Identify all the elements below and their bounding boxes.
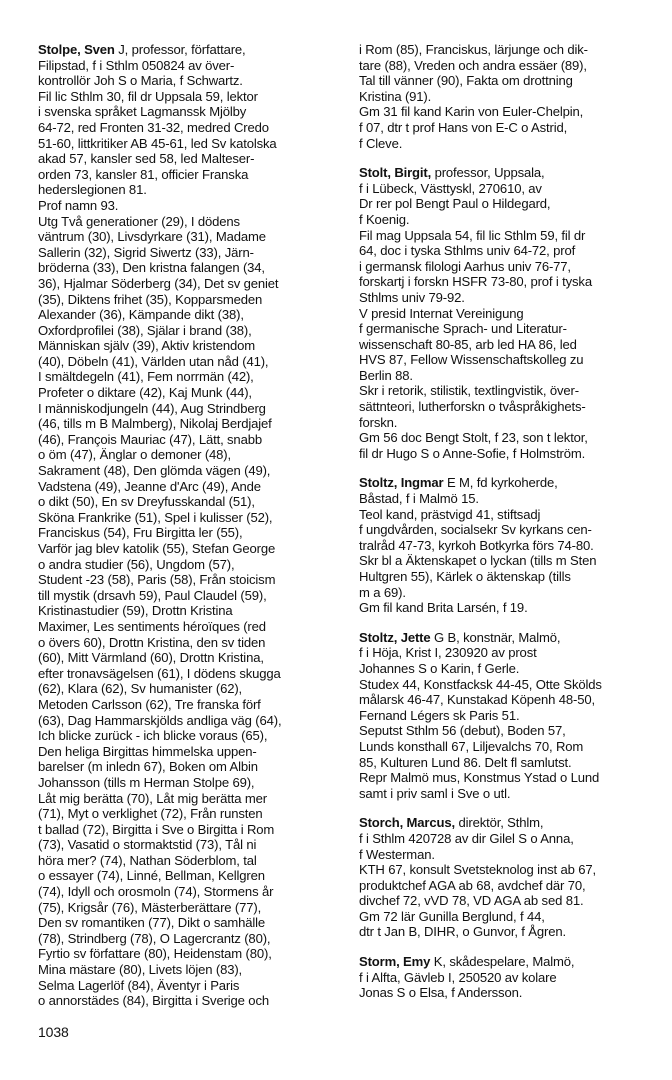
biography-entry bbox=[38, 42, 338, 1009]
entry-line bbox=[38, 136, 338, 152]
entry-text: akad 57, kansler sed 58, led Malteser- bbox=[38, 151, 255, 167]
entry-line bbox=[359, 770, 659, 786]
entry-text: Sköna Frankrike (51), Spel i kulisser (52), bbox=[38, 509, 273, 525]
entry-text: Fernand Légers sk Paris 51. bbox=[359, 707, 520, 723]
entry-text: Dr rer pol Bengt Paul o Hildegard, bbox=[359, 196, 551, 212]
entry-text: Låt mig berätta (70), Låt mig berätta mer bbox=[38, 790, 267, 806]
entry-line bbox=[359, 708, 659, 724]
entry-text: orden 73, kansler 81, officier Franska bbox=[38, 166, 249, 182]
entry-line bbox=[38, 42, 338, 58]
entry-line bbox=[359, 368, 659, 384]
entry-text: Varför jag blev katolik (55), Stefan George bbox=[38, 541, 276, 556]
entry-line bbox=[38, 510, 338, 526]
entry-line bbox=[359, 893, 659, 909]
entry-line bbox=[38, 931, 338, 947]
entry-text: direktör, Sthlm, bbox=[454, 815, 544, 831]
entry-text: K, skådespelare, Malmö, bbox=[430, 954, 575, 970]
entry-line bbox=[359, 924, 659, 940]
entry-text: Sakrament (48), Den glömda vägen (49), bbox=[38, 463, 271, 479]
entry-text: Profeter o diktare (42), Kaj Munk (44), bbox=[38, 385, 252, 401]
entry-text: 64, doc i tyska Sthlms univ 64-72, prof bbox=[359, 243, 576, 259]
entry-text: höra mer? (74), Nathan Söderblom, tal bbox=[38, 852, 257, 868]
entry-line bbox=[359, 970, 659, 986]
entry-text: Gm 72 lär Gunilla Berglund, f 44, bbox=[359, 908, 545, 924]
entry-text: Sthlms univ 79-92. bbox=[359, 289, 465, 305]
entry-line bbox=[38, 993, 338, 1009]
entry-line bbox=[359, 306, 659, 322]
entry-line bbox=[359, 815, 659, 831]
entry-line bbox=[359, 600, 659, 616]
entry-text: (46, tills m B Malmberg), Nikolaj Berdjajef bbox=[38, 416, 272, 432]
entry-text: m a 69). bbox=[359, 584, 406, 600]
entry-text: Teol kand, prästvigd 41, stiftsadj bbox=[359, 506, 541, 522]
entry-text: f Koenig. bbox=[359, 211, 410, 227]
entry-line bbox=[359, 847, 659, 863]
entry-text: Fyrtio sv författare (80), Heidenstam (80), bbox=[38, 946, 272, 962]
entry-text: o öm (47), Änglar o demoner (48), bbox=[38, 447, 232, 463]
entry-text: f i Alfta, Gävleb I, 250520 av kolare bbox=[359, 969, 557, 985]
entry-line bbox=[38, 182, 338, 198]
entry-text: Hultgren 55), Kärlek o äktenskap (tills bbox=[359, 569, 571, 584]
entry-line bbox=[359, 42, 659, 58]
entry-line bbox=[359, 89, 659, 105]
entry-line bbox=[38, 666, 338, 682]
entry-text: barelser (m inledn 67), Boken om Albin bbox=[38, 759, 258, 775]
entry-line bbox=[38, 853, 338, 869]
entry-text: o annorstädes (84), Birgitta i Sverige och bbox=[38, 993, 269, 1009]
entry-text: forskn. bbox=[359, 414, 398, 430]
entry-text: HVS 87, Fellow Wissenschaftskolleg zu bbox=[359, 352, 584, 368]
entry-line bbox=[38, 260, 338, 276]
entry-text: Studex 44, Konstfacksk 44-45, Otte Skölds bbox=[359, 676, 602, 692]
entry-text: o andra studier (56), Ungdom (57), bbox=[38, 556, 235, 572]
entry-text: Johannes S o Karin, f Gerle. bbox=[359, 660, 520, 676]
entry-text: Fil mag Uppsala 54, fil lic Sthlm 59, fil dr bbox=[359, 227, 586, 243]
entry-line bbox=[359, 58, 659, 74]
entry-line bbox=[359, 585, 659, 601]
entry-text: Kristina (91). bbox=[359, 88, 432, 104]
entry-text: Ich blicke zurück - ich blicke voraus (65), bbox=[38, 728, 268, 744]
entry-text: (35), Diktens frihet (35), Kopparsmeden bbox=[38, 291, 263, 307]
entry-text: i Rom (85), Franciskus, lärjunge och dik- bbox=[359, 42, 588, 57]
entry-line bbox=[359, 475, 659, 491]
entry-text: f Cleve. bbox=[359, 135, 403, 151]
entry-line bbox=[359, 491, 659, 507]
entry-line bbox=[38, 307, 338, 323]
entry-line bbox=[38, 697, 338, 713]
entry-text: Kristinastudier (59), Drottn Kristina bbox=[38, 603, 233, 619]
entry-line bbox=[38, 728, 338, 744]
entry-line bbox=[38, 603, 338, 619]
entry-line bbox=[38, 198, 338, 214]
entry-text: Gm fil kand Brita Larsén, f 19. bbox=[359, 600, 528, 616]
biography-entry bbox=[359, 630, 659, 802]
entry-line bbox=[38, 806, 338, 822]
entry-line bbox=[359, 522, 659, 538]
entry-line bbox=[38, 822, 338, 838]
entry-line bbox=[359, 677, 659, 693]
entry-line bbox=[38, 447, 338, 463]
entry-line bbox=[38, 650, 338, 666]
entry-line bbox=[38, 713, 338, 729]
entry-text: Student -23 (58), Paris (58), Från stoicism bbox=[38, 572, 276, 588]
entry-text: f ungdvården, socialsekr Sv kyrkans cen- bbox=[359, 522, 592, 538]
entry-line bbox=[359, 507, 659, 523]
entry-text: sättnteori, lutherforskn o tvåspråkighets- bbox=[359, 399, 586, 415]
entry-line bbox=[38, 946, 338, 962]
entry-line bbox=[359, 755, 659, 771]
entry-text: Oxfordprofilei (38), Själar i brand (38), bbox=[38, 322, 252, 338]
entry-text: Mina mästare (80), Livets löjen (83), bbox=[38, 962, 243, 978]
entry-line bbox=[359, 259, 659, 275]
entry-headword: Storch, Marcus, bbox=[359, 815, 455, 831]
biography-entry bbox=[359, 165, 659, 461]
entry-text: I smältdegeln (41), Fem norrmän (42), bbox=[38, 369, 254, 385]
entry-line bbox=[38, 635, 338, 651]
entry-line bbox=[38, 978, 338, 994]
entry-text: Maximer, Les sentiments héroïques (red bbox=[38, 618, 266, 634]
entry-text: Den sv romantiken (77), Dikt o samhälle bbox=[38, 915, 266, 931]
entry-line bbox=[38, 681, 338, 697]
left-column bbox=[38, 42, 338, 1023]
entry-text: Skr i retorik, stilistik, textlingvistik, över- bbox=[359, 383, 579, 399]
entry-line bbox=[359, 228, 659, 244]
entry-text: Seputst Sthlm 56 (debut), Boden 57, bbox=[359, 723, 566, 739]
entry-line bbox=[38, 323, 338, 339]
entry-text: dtr t Jan B, DIHR, o Gunvor, f Ågren. bbox=[359, 924, 566, 940]
entry-line bbox=[38, 416, 338, 432]
entry-line bbox=[38, 759, 338, 775]
entry-line bbox=[38, 900, 338, 916]
entry-text: Lunds konsthall 67, Liljevalchs 70, Rom bbox=[359, 738, 584, 754]
entry-text: f germanische Sprach- und Literatur- bbox=[359, 321, 567, 337]
entry-line bbox=[38, 868, 338, 884]
entry-line bbox=[359, 862, 659, 878]
right-column bbox=[359, 42, 659, 1015]
entry-line bbox=[359, 212, 659, 228]
entry-line bbox=[359, 553, 659, 569]
entry-text: (71), Myt o verklighet (72), Från runsten bbox=[38, 806, 263, 822]
entry-line bbox=[38, 338, 338, 354]
entry-line bbox=[359, 954, 659, 970]
entry-line bbox=[359, 274, 659, 290]
entry-text: I människodjungeln (44), Aug Strindberg bbox=[38, 400, 266, 416]
entry-text: Sallerin (32), Sigrid Siwertz (33), Järn- bbox=[38, 244, 254, 260]
entry-text: samt i priv saml i Sve o utl. bbox=[359, 785, 511, 801]
entry-line bbox=[38, 525, 338, 541]
entry-line bbox=[359, 73, 659, 89]
entry-line bbox=[359, 383, 659, 399]
entry-line bbox=[359, 104, 659, 120]
entry-text: Selma Lagerlöf (84), Äventyr i Paris bbox=[38, 977, 240, 993]
entry-text: Den heliga Birgittas himmelska uppen- bbox=[38, 743, 257, 759]
entry-text: Repr Malmö mus, Konstmus Ystad o Lund bbox=[359, 770, 600, 786]
entry-text: Jonas S o Elsa, f Andersson. bbox=[359, 985, 523, 1001]
entry-text: t ballad (72), Birgitta i Sve o Birgitta i Rom bbox=[38, 821, 275, 837]
entry-line bbox=[359, 909, 659, 925]
entry-line bbox=[38, 884, 338, 900]
entry-text: E M, fd kyrkoherde, bbox=[443, 475, 558, 491]
entry-text: G B, konstnär, Malmö, bbox=[430, 629, 561, 645]
entry-line bbox=[38, 463, 338, 479]
entry-line bbox=[359, 165, 659, 181]
entry-line bbox=[38, 962, 338, 978]
entry-text: (60), Mitt Värmland (60), Drottn Kristina, bbox=[38, 650, 264, 666]
biography-entry bbox=[359, 475, 659, 615]
entry-text: efter tronavsägelsen (61), I dödens skugga bbox=[38, 665, 281, 681]
entry-text: tare (88), Vreden och andra essäer (89), bbox=[359, 57, 587, 73]
entry-line bbox=[38, 120, 338, 136]
entry-line bbox=[359, 337, 659, 353]
entry-text: hederslegionen 81. bbox=[38, 182, 147, 198]
entry-text: f i Sthlm 420728 av dir Gilel S o Anna, bbox=[359, 830, 574, 846]
entry-line bbox=[359, 181, 659, 197]
entry-line bbox=[38, 214, 338, 230]
entry-text: 85, Kulturen Lund 86. Delt fl samlutst. bbox=[359, 754, 572, 770]
entry-text: Fil lic Sthlm 30, fil dr Uppsala 59, lektor bbox=[38, 88, 258, 104]
entry-line bbox=[359, 630, 659, 646]
entry-text: (63), Dag Hammarskjölds andliga väg (64), bbox=[38, 712, 282, 728]
entry-line bbox=[359, 831, 659, 847]
entry-text: (75), Krigsår (76), Mästerberättare (77), bbox=[38, 899, 262, 915]
entry-text: 64-72, red Fronten 31-32, medred Credo bbox=[38, 119, 269, 135]
entry-line bbox=[38, 432, 338, 448]
entry-text: (78), Strindberg (78), O Lagercrantz (80), bbox=[38, 930, 271, 946]
biography-entry bbox=[359, 42, 659, 151]
entry-line bbox=[359, 569, 659, 585]
entry-text: o essayer (74), Linné, Bellman, Kellgren bbox=[38, 868, 265, 884]
entry-headword: Stoltz, Ingmar bbox=[359, 475, 444, 491]
entry-line bbox=[359, 739, 659, 755]
entry-line bbox=[38, 369, 338, 385]
entry-line bbox=[38, 775, 338, 791]
entry-line bbox=[38, 73, 338, 89]
entry-line bbox=[359, 196, 659, 212]
biography-entry bbox=[359, 954, 659, 1001]
entry-line bbox=[38, 151, 338, 167]
entry-line bbox=[38, 58, 338, 74]
entry-line bbox=[359, 985, 659, 1001]
entry-text: till mystik (drsavh 59), Paul Claudel (59), bbox=[38, 587, 267, 603]
entry-text: wissenschaft 80-85, arb led HA 86, led bbox=[359, 336, 577, 352]
entry-text: (62), Klara (62), Sv humanister (62), bbox=[38, 681, 243, 697]
entry-line bbox=[359, 430, 659, 446]
entry-line bbox=[359, 120, 659, 136]
entry-text: bröderna (33), Den kristna falangen (34, bbox=[38, 260, 265, 276]
entry-text: Franciskus (54), Fru Birgitta ler (55), bbox=[38, 525, 243, 541]
entry-line bbox=[38, 494, 338, 510]
entry-line bbox=[359, 290, 659, 306]
entry-line bbox=[38, 479, 338, 495]
entry-headword: Storm, Emy bbox=[359, 954, 431, 970]
entry-line bbox=[359, 399, 659, 415]
entry-line bbox=[38, 588, 338, 604]
entry-line bbox=[38, 401, 338, 417]
entry-line bbox=[38, 354, 338, 370]
entry-text: J, professor, författare, bbox=[114, 42, 246, 57]
entry-line bbox=[359, 136, 659, 152]
entry-text: Gm 56 doc Bengt Stolt, f 23, son t lektor, bbox=[359, 430, 588, 446]
entry-line bbox=[359, 243, 659, 259]
entry-text: f Westerman. bbox=[359, 846, 435, 862]
entry-text: Metoden Carlsson (62), Tre franska förf bbox=[38, 696, 261, 712]
entry-line bbox=[38, 837, 338, 853]
entry-text: professor, Uppsala, bbox=[431, 165, 545, 181]
entry-line bbox=[359, 661, 659, 677]
entry-text: KTH 67, konsult Svetsteknolog inst ab 67, bbox=[359, 862, 596, 878]
entry-headword: Stolpe, Sven bbox=[38, 42, 115, 57]
page-number: 1038 bbox=[38, 1024, 69, 1040]
entry-text: Människan själv (39), Aktiv kristendom bbox=[38, 338, 255, 354]
entry-line bbox=[38, 385, 338, 401]
entry-line bbox=[38, 557, 338, 573]
entry-headword: Stolt, Birgit, bbox=[359, 165, 432, 181]
entry-text: V presid Internat Vereinigung bbox=[359, 305, 524, 321]
entry-text: målarsk 46-47, Kunstakad Köpenh 48-50, bbox=[359, 692, 595, 708]
entry-text: o dikt (50), En sv Dreyfusskandal (51), bbox=[38, 494, 255, 510]
entry-line bbox=[38, 292, 338, 308]
entry-line bbox=[359, 723, 659, 739]
entry-line bbox=[38, 89, 338, 105]
entry-text: Johansson (tills m Herman Stolpe 69), bbox=[38, 774, 255, 790]
entry-line bbox=[38, 744, 338, 760]
entry-text: Vadstena (49), Jeanne d'Arc (49), Ande bbox=[38, 478, 261, 494]
entry-text: fil dr Hugo S o Anne-Sofie, f Holmström. bbox=[359, 445, 586, 461]
entry-text: Filipstad, f i Sthlm 050824 av över- bbox=[38, 57, 235, 73]
entry-text: Skr bl a Äktenskapet o lyckan (tills m Sten bbox=[359, 553, 597, 569]
entry-text: väntrum (30), Livsdyrkare (31), Madame bbox=[38, 229, 266, 245]
entry-text: Prof namn 93. bbox=[38, 197, 119, 213]
entry-line bbox=[38, 276, 338, 292]
entry-text: i germansk filologi Aarhus univ 76-77, bbox=[359, 258, 571, 274]
entry-line bbox=[38, 619, 338, 635]
entry-text: Båstad, f i Malmö 15. bbox=[359, 491, 479, 507]
entry-text: f i Lübeck, Västtyskl, 270610, av bbox=[359, 180, 542, 196]
entry-text: kontrollör Joh S o Maria, f Schwartz. bbox=[38, 73, 243, 89]
entry-text: Gm 31 fil kand Karin von Euler-Chelpin, bbox=[359, 104, 584, 120]
entry-text: (73), Vasatid o stormaktstid (73), Tål ni bbox=[38, 837, 257, 853]
entry-line bbox=[38, 167, 338, 183]
entry-line bbox=[38, 229, 338, 245]
entry-text: (40), Döbeln (41), Världen utan nåd (41), bbox=[38, 353, 269, 369]
entry-text: tralråd 47-73, kyrkoh Botkyrka förs 74-80. bbox=[359, 537, 594, 553]
entry-text: produktchef AGA ab 68, avdchef där 70, bbox=[359, 877, 586, 893]
entry-line bbox=[38, 104, 338, 120]
entry-line bbox=[359, 786, 659, 802]
entry-text: o övers 60), Drottn Kristina, den sv tiden bbox=[38, 634, 266, 650]
entry-line bbox=[359, 645, 659, 661]
entry-text: (74), Idyll och orosmoln (74), Stormens år bbox=[38, 884, 274, 900]
entry-line bbox=[359, 321, 659, 337]
entry-text: i svenska språket Lagmanssk Mjölby bbox=[38, 104, 247, 120]
entry-text: divchef 72, vVD 78, VD AGA ab sed 81. bbox=[359, 893, 584, 909]
entry-headword: Stoltz, Jette bbox=[359, 629, 431, 645]
entry-text: Berlin 88. bbox=[359, 367, 413, 383]
entry-text: 51-60, littkritiker AB 45-61, led Sv katolska bbox=[38, 135, 277, 151]
entry-text: 36), Hjalmar Söderberg (34), Det sv geniet bbox=[38, 275, 279, 291]
entry-line bbox=[38, 791, 338, 807]
entry-text: f i Höja, Krist I, 230920 av prost bbox=[359, 645, 537, 661]
entry-line bbox=[359, 538, 659, 554]
entry-text: forskartj i forskn HSFR 73-80, prof i tyska bbox=[359, 274, 592, 290]
entry-line bbox=[359, 446, 659, 462]
entry-line bbox=[38, 915, 338, 931]
entry-line bbox=[359, 878, 659, 894]
entry-line bbox=[38, 245, 338, 261]
entry-line bbox=[359, 415, 659, 431]
entry-text: Tal till vänner (90), Fakta om drottning bbox=[359, 73, 573, 89]
entry-text: f 07, dtr t prof Hans von E-C o Astrid, bbox=[359, 119, 568, 135]
entry-text: Utg Två generationer (29), I dödens bbox=[38, 213, 240, 229]
entry-text: Alexander (36), Kämpande dikt (38), bbox=[38, 307, 244, 323]
entry-line bbox=[359, 352, 659, 368]
entry-line bbox=[359, 692, 659, 708]
entry-text: (46), François Mauriac (47), Lätt, snabb bbox=[38, 431, 262, 447]
biography-entry bbox=[359, 815, 659, 940]
entry-line bbox=[38, 572, 338, 588]
entry-line bbox=[38, 541, 338, 557]
